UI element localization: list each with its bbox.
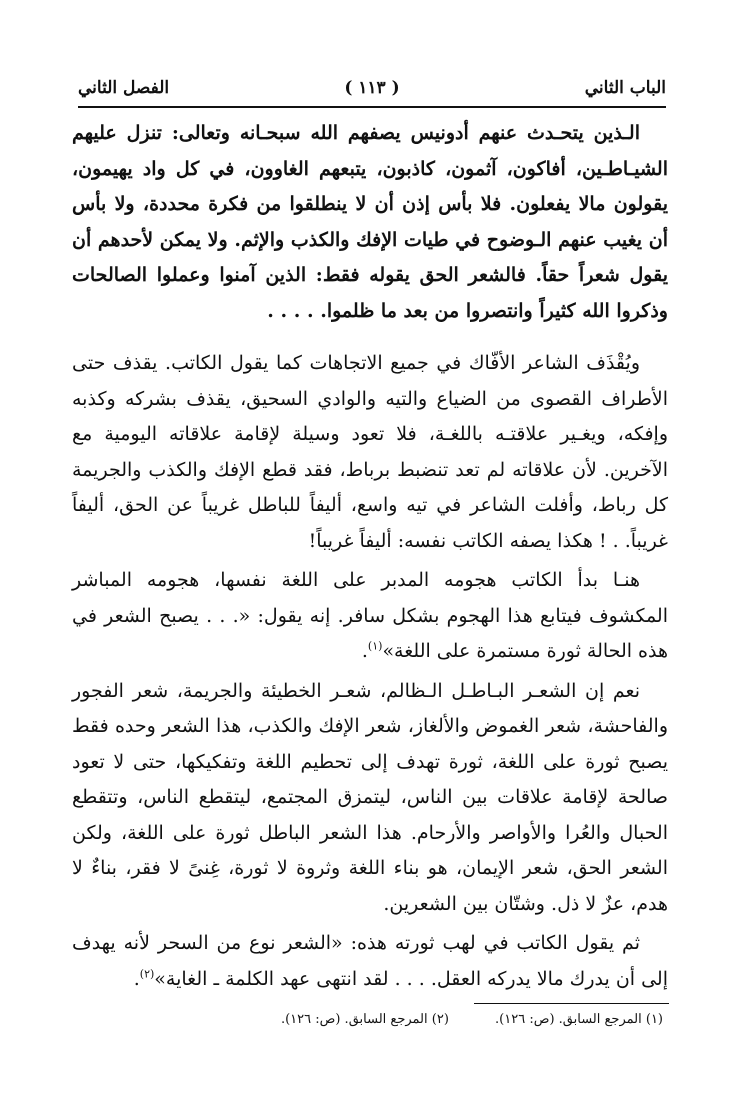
footnote-1: (١) المرجع السابق. (ص: ١٢٦). (495, 1012, 663, 1027)
paragraph-4-text: نعم إن الشعـر البـاطـل الـظالم، شعـر الخطيئة والجريمة، شعر الفجور والفاحشة، شعر الغموض والألغاز، شعر الإفك والكذب، هذا الشعر وحده فقط يصبح ثورة على اللغة، ثورة تهدف إلى تحطيم اللغة وتفكيكها، حتى لا تعود صالحة لإقامة علاقات بين الناس، ليتمزق المجتمع، ليتقطع الناس، وتتقطع الحبال والعُرا والأواصر والأرحام. هذا الشعر الباطل ثورة على اللغة، ولكن الشعر الحق، شعر الإيمان، هو بناء اللغة وثروة لا ثورة، غِنىً لا فقر، بناءٌ لا هدم، عزٌ لا ذل. وشتّان بين الشعرين. (72, 679, 668, 915)
paragraph-3 (72, 563, 668, 670)
paragraph-5-text: ثم يقول الكاتب في لهب ثورته هذه: «الشعر نوع من السحر لأنه يهدف إلى أن يدرك مالا يدركه العقل. . . . لقد انتهى عهد الكلمة ـ الغاية» (72, 932, 668, 990)
paragraph-3-tail: . (361, 640, 368, 662)
header-rule (78, 106, 666, 108)
chapter-title: الباب الثاني (584, 78, 666, 98)
paragraph-4 (72, 674, 668, 923)
paragraph-5-tail: . (133, 967, 140, 990)
running-header (78, 72, 666, 106)
section-title: الفصل الثاني (78, 78, 170, 98)
page-number: ( ١١٣ ) (344, 78, 400, 98)
paragraph-1-text: الـذين يتحـدث عنهم أدونيس يصفهم الله سبحـانه وتعالى: تنزل عليهم الشيـاطـين، أفاكون، آثمون، كاذبون، يتبعهم الغاوون، في كل واد يهيمون، يقولون مالا يفعلون. فلا بأس إذن أن لا ينطلقوا من فكرة محددة، ولا بأس أن يغيب عنهم الـوضوح في طيات الإفك والكذب والإثم. ولا يمكن لأحدهم أن يقول شعراً حقاً. فالشعر الحق يقوله فقط: الذين آمنوا وعملوا الصالحات وذكروا الله كثيراً وانتصروا من بعد ما ظلموا. . . . . (72, 122, 668, 322)
paragraph-5 (72, 926, 668, 997)
paragraph-3-text: هنـا بدأ الكاتب هجومه المدبر على اللغة نفسها، هجومه المباشر المكشوف فيتابع هذا الهجوم بشكل سافر. إنه يقول: «. . . يصبح الشعر في هذه الحالة ثورة مستمرة على اللغة» (72, 569, 668, 662)
footnote-ref-2: (٢) (139, 967, 155, 981)
footnote-rule (474, 1003, 669, 1004)
paragraph-1 (72, 116, 668, 329)
paragraph-2-text: ويُقْذَف الشاعر الأفّاك في جميع الاتجاهات كما يقول الكاتب. يقذف حتى الأطراف القصوى من الضياع والتيه والوادي السحيق، يقذف بشركه وكذبه وإفكه، ويغـير علاقتـه باللغـة، فلا تعود وسيلة لإقامة علاقاته اليومية مع الآخرين. لأن علاقاته لم تعد تنضبط برباط، فقد قطع الإفك والكذب والجريمة كل رباط، وأفلت الشاعر في تيه واسع، أليفاً للباطل غريباً عن الحق، أليفاً غريباً. . ! هكذا يصفه الكاتب نفسه: أليفاً غريباً! (72, 352, 668, 552)
footnote-ref-1: (١) (367, 639, 383, 653)
body-text (72, 116, 668, 997)
paragraph-2 (72, 346, 668, 559)
footnotes (223, 1012, 663, 1027)
footnote-2: (٢) المرجع السابق. (ص: ١٢٦). (280, 1012, 449, 1027)
